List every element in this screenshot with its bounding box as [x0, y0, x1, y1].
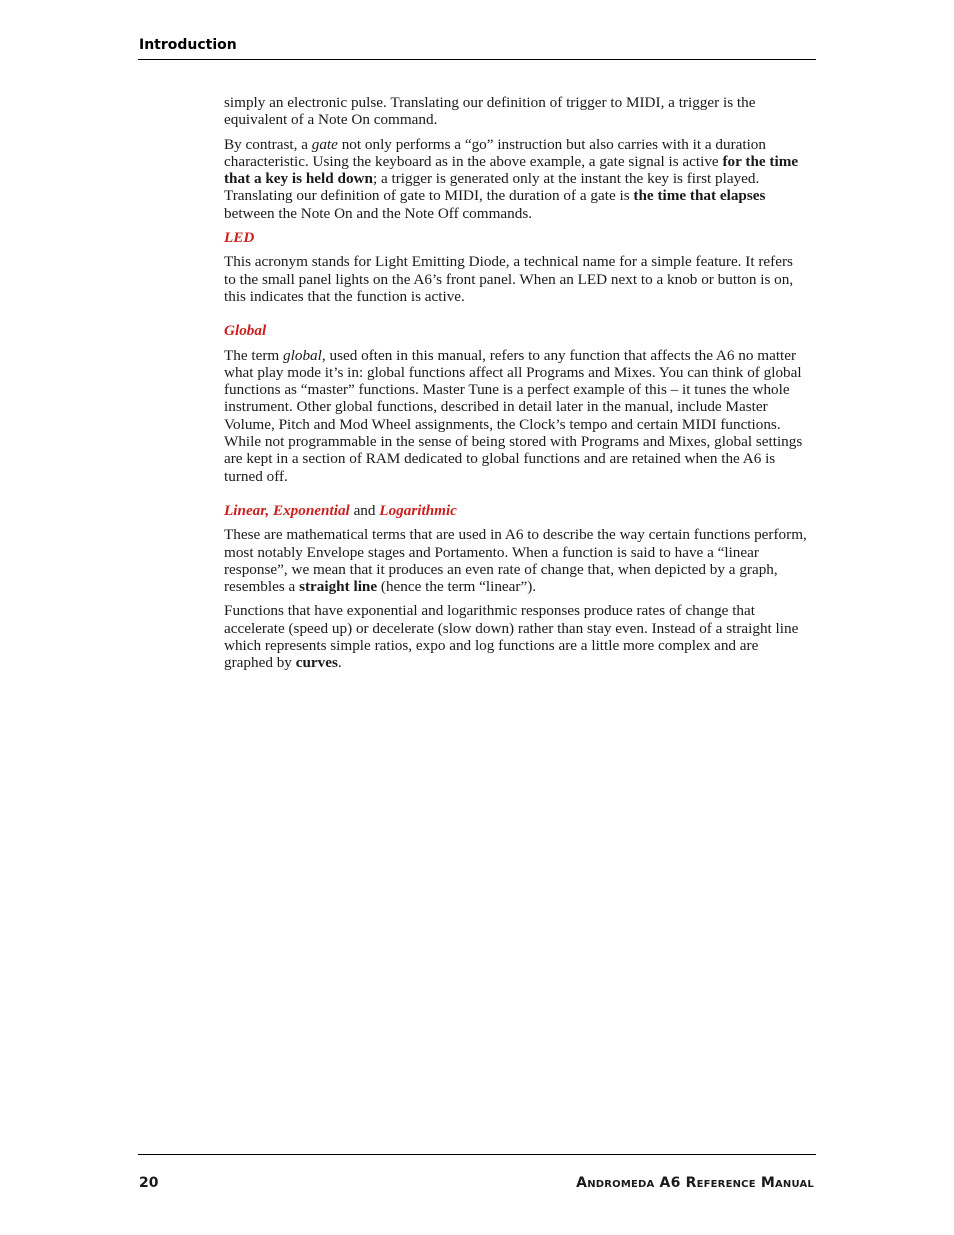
linear-text	[224, 526, 808, 595]
linear-heading-and: and	[349, 501, 380, 519]
gate-text-3: ; a trigger is generated only at the instant the key is first played. Translating our definition of gate to MIDI, the duration of a gate is	[224, 170, 760, 205]
led-text: This acronym stands for Light Emitting Diode, a technical name for a simple feature. It refers to the small panel lights on the A6’s front panel. When an LED next to a knob or button is on, this indicates that the function is active.	[224, 253, 794, 305]
global-text-1: The term	[224, 346, 284, 364]
linear-heading-a: Linear	[224, 501, 266, 519]
page-body	[224, 94, 808, 679]
section-global	[224, 322, 808, 485]
linear-p2-bold: curves	[295, 654, 338, 672]
linear-text-2: (hence the term “linear”).	[377, 578, 537, 596]
running-header: Introduction	[139, 37, 237, 53]
linear-heading-c: Logarithmic	[379, 501, 457, 519]
linear-bold-1: straight line	[299, 578, 378, 596]
led-heading: LED	[224, 229, 255, 247]
linear-p2-text-1: Functions that have exponential and logarithmic responses produce rates of change that accelerate (speed up) or decelerate (slow down) rather than stay even. Instead of a straight line which represents simple ratios, expo and log functions are a little more complex and are graphed by	[224, 602, 799, 672]
linear-heading	[224, 502, 808, 519]
footer-rule	[138, 1154, 816, 1155]
gate-bold-1: for the time that a key is held down	[224, 152, 799, 188]
global-heading: Global	[224, 322, 267, 340]
global-term: global	[283, 346, 322, 364]
global-text-2: , used often in this manual, refers to any function that affects the A6 no matter what play mode it’s in: global functions affect all Programs and Mixes. You can think of global functions as “master” functions. Master Tune is a perfect example of this – it tunes the whole instrument. Other global functions, described in detail later in the manual, include Master Volume, Pitch and Mod Wheel assignments, the Clock’s tempo and certain MIDI functions. While not programmable in the sense of being stored with Programs and Mixes, global settings are kept in a section of RAM dedicated to global functions and are retained when the A6 is turned off.	[224, 346, 803, 485]
linear-heading-sep: ,	[265, 501, 273, 519]
gate-text-2: not only performs a “go” instruction but also carries with it a duration characteristic. Using the keyboard as in the above example, a gate signal is active	[224, 135, 766, 170]
linear-text-p2	[224, 602, 808, 671]
linear-heading-b: Exponential	[272, 501, 350, 519]
global-text	[224, 347, 808, 485]
gate-bold-2: the time that elapses	[633, 187, 766, 205]
gate-text-1: By contrast, a	[224, 135, 312, 153]
linear-text-1: These are mathematical terms that are used in A6 to describe the way certain functions perform, most notably Envelope stages and Portamento. When a function is said to have a “linear response”, we mean that it produces an even rate of change that, when depicted by a graph, resembles a	[224, 526, 807, 596]
section-led	[224, 229, 808, 305]
page-number: 20	[139, 1175, 159, 1191]
linear-p2-text-2: .	[337, 654, 342, 672]
gate-text-4: between the Note On and the Note Off commands.	[224, 204, 533, 222]
paragraph-trigger-end: simply an electronic pulse. Translating our definition of trigger to MIDI, a trigger is the equivalent of a Note On command.	[224, 94, 756, 129]
paragraph-gate	[224, 136, 808, 222]
gate-term: gate	[311, 135, 338, 153]
manual-title: Andromeda A6 Reference Manual	[576, 1175, 814, 1191]
header-rule	[138, 59, 816, 60]
section-linear	[224, 502, 808, 672]
